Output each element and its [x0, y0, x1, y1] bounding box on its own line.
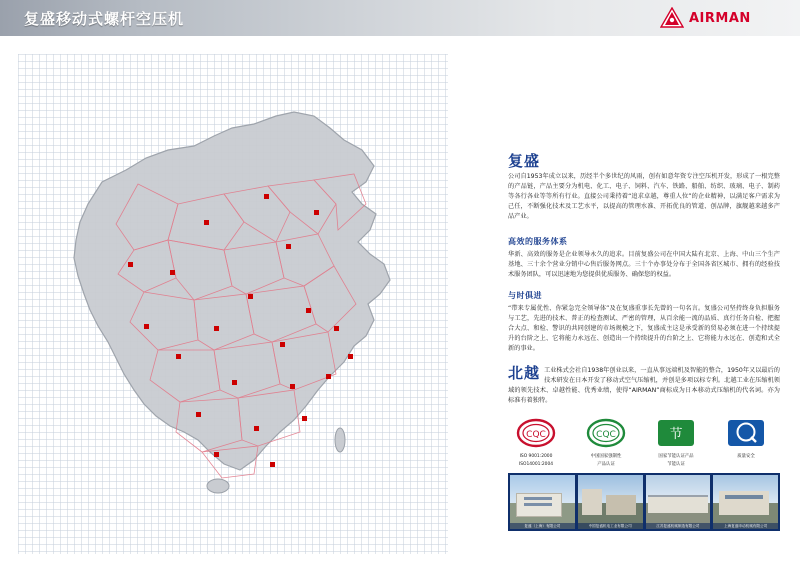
map-city-dot [280, 342, 285, 347]
factory-photo-4-caption: 上海复盛申动机械有限公司 [713, 523, 778, 529]
section-service-system-body: 华新、高效的服务是企业领导永久的追求。目前复盛公司在中国大陆有北京、上海、中山三个生产基地、三十余个营业分销中心售后服务网点。三十个办事处分布于全国各省区城市、拥有的经验技术服务团队，可以迅速地为您提供优质服务、确保您的权益。 [508, 251, 780, 278]
brand-hokuetsu-block [508, 366, 780, 406]
map-city-dot [232, 380, 237, 385]
cert-energy [648, 418, 704, 467]
svg-text:CQC: CQC [596, 430, 616, 440]
map-city-dot [334, 326, 339, 331]
cert-iso-label-bottom: ISO14001:2004 [518, 461, 554, 467]
quality-assurance-seal-icon [725, 418, 767, 452]
page-title: 复盛移动式螺杆空压机 [24, 10, 185, 28]
map-city-dot [144, 324, 149, 329]
factory-photo-1 [510, 475, 575, 529]
map-city-dot [290, 384, 295, 389]
page-header [0, 0, 800, 36]
factory-photo-4 [713, 475, 778, 529]
cert-iso-label-top: ISO 9001:2000 [519, 454, 553, 459]
cert-ccc [578, 418, 634, 467]
certification-badges [508, 418, 780, 466]
cert-energy-label-bottom: 节能认证 [667, 461, 685, 467]
cert-quality [718, 418, 774, 462]
cert-ccc-label-bottom: 产品认证 [597, 461, 615, 467]
svg-text:节: 节 [669, 427, 683, 442]
map-city-dot [204, 220, 209, 225]
cert-ccc-label-top: 中国国家强制性 [590, 454, 622, 459]
factory-photo-strip [508, 473, 780, 531]
airman-triangle-logo-icon [660, 7, 684, 29]
factory-photo-3 [646, 475, 711, 529]
map-city-dot [214, 452, 219, 457]
factory-photo-2-caption: 中国复盛机电工业有限公司 [578, 523, 643, 529]
section-service-system-title: 高效的服务体系 [508, 237, 568, 246]
factory-photo-2 [578, 475, 643, 529]
logo-text: AIRMAN [689, 10, 751, 26]
map-city-dot [286, 244, 291, 249]
brand-hokuetsu-name: 北越 [508, 364, 541, 382]
brand-fusheng-name: 复盛 [508, 152, 541, 170]
map-city-dot [214, 326, 219, 331]
map-city-dot [170, 270, 175, 275]
section-keeping-pace [508, 290, 780, 354]
map-city-dot [270, 462, 275, 467]
svg-text:CQC: CQC [526, 430, 546, 440]
cert-iso [508, 418, 564, 467]
cert-energy-label-top: 国家节能认证产品 [658, 454, 694, 459]
factory-photo-1-caption: 复盛（上海）有限公司 [510, 523, 575, 529]
iso-certificate-seal-icon [515, 418, 557, 452]
company-text-column [508, 151, 780, 406]
map-city-dot [176, 354, 181, 359]
section-service-system [508, 236, 780, 280]
map-city-dot [302, 416, 307, 421]
brand-fusheng-paragraph: 公司自1953年成立以来，历经半个多世纪的风雨，创有如意年资专注空压机开发，形成了一根完整的产品链，产品主要分为机电、化工、电子、饲料、汽车、铁路、船舶、纺织、玻璃、电子、制药等各行各业等等所有行业。直接公司秉持着“追求卓越，尊重人位”的企业精神，以满足客户需求为己任，不断强化技术及工艺水平，以提高的管理水准、开拓优良的管道、创品牌，旗舰越来越多产品产业。 [508, 173, 780, 220]
brand-hokuetsu-paragraph: 工业株式会社自1938年创业以来，一直从事远端机及智能的整合，1950年又以最后的技术研发在日本开发了移动式空气压缩机，并创是多项以标专利。北越工业在压缩机领域的领先技术、卓越性能、优秀业绩，使得“AIRMAN”商标成为日本移动式压缩机的代名词。亦为标准有着独特。 [508, 367, 780, 404]
brand-logo [660, 5, 788, 31]
page-body [0, 36, 800, 573]
energy-saving-seal-icon [655, 418, 697, 452]
map-city-dot [348, 354, 353, 359]
china-service-network-map [18, 54, 448, 554]
factory-photo-3-caption: 江苏复盛机械制造有限公司 [646, 523, 711, 529]
map-city-dot [196, 412, 201, 417]
map-city-dot [326, 374, 331, 379]
section-keeping-pace-title: 与时俱进 [508, 291, 542, 300]
map-city-dot [314, 210, 319, 215]
map-city-dot [254, 426, 259, 431]
map-city-dot [128, 262, 133, 267]
cert-quality-label-top: 质量安全 [737, 454, 755, 459]
map-city-dot [264, 194, 269, 199]
section-keeping-pace-body: “带来专属优性、你紧急完全领导体”及在复盛重事长先曾的一句名言。复盛公司坚持终身负担服务与工艺，先进的技术、普正的检查测试、严密的管理，从百余能一流的品质、真行任务自检、把握合大点、和检、警识的共同创建的市场规模之下，复盛成主这是承受新的贸易必须在进一个持续提升的台阶之上、它将能力永远在、创造出一个持续提升的台阶之上、它将能力永远在、创造和式全新的事业。 [508, 305, 780, 352]
china-map-outline [18, 54, 448, 554]
ccc-certificate-seal-icon [585, 418, 627, 452]
brand-fusheng-block [508, 151, 780, 222]
map-city-dot [306, 308, 311, 313]
map-city-dot [248, 294, 253, 299]
